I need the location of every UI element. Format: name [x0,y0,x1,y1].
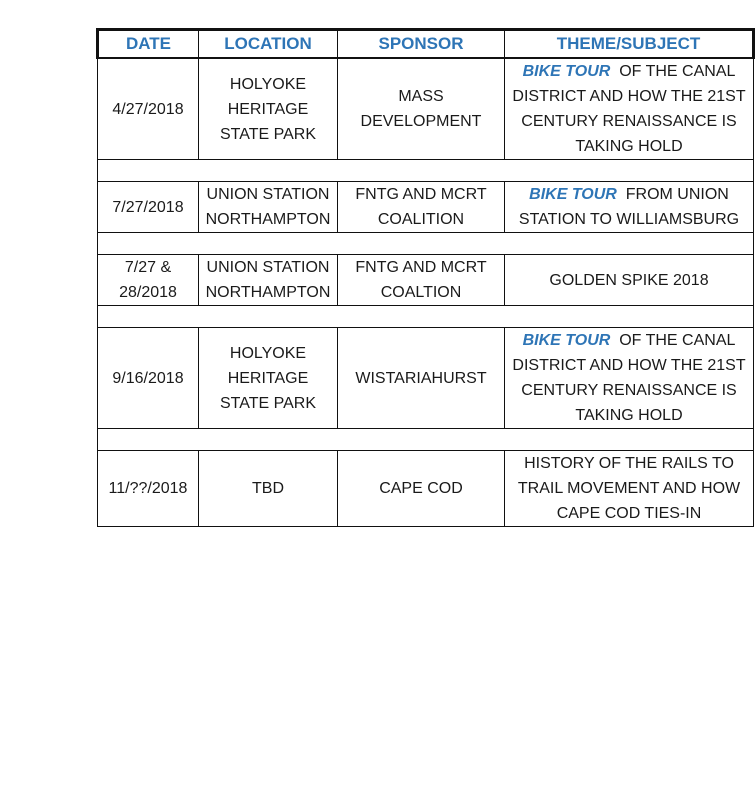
theme-text: GOLDEN SPIKE 2018 [549,271,709,289]
cell-sponsor [338,58,505,160]
theme-text: HISTORY OF THE RAILS TO TRAIL MOVEMENT AND HOW CAPE COD TIES-IN [517,455,741,522]
sponsor-text: FNTG AND MCRT COALTION [355,259,487,301]
sponsor-text: WISTARIAHURST [355,369,487,387]
cell-date [98,451,199,527]
header-theme: THEME/SUBJECT [505,30,754,59]
sponsor-text: FNTG AND MCRT COALITION [355,186,487,228]
location-text: TBD [252,480,284,497]
table-header [98,30,754,59]
table-row [98,451,754,527]
location-text: UNION STATION NORTHAMPTON [205,186,331,228]
location-text: HOLYOKE HERITAGE STATE PARK [219,344,316,412]
table-row [98,58,754,160]
header-row [98,30,754,59]
cell-theme [505,328,754,429]
table-row [98,182,754,233]
spacer-cell [98,160,754,182]
header-location: LOCATION [199,30,338,59]
date-text: 7/27/2018 [112,198,184,216]
cell-date [98,328,199,429]
cell-date [98,58,199,160]
spacer-cell [98,233,754,255]
location-text: HOLYOKE HERITAGE STATE PARK [219,75,316,143]
cell-location [199,451,338,527]
header-sponsor: SPONSOR [338,30,505,59]
header-date: DATE [98,30,199,59]
spacer-cell [98,306,754,328]
cell-sponsor [338,182,505,233]
cell-location [199,58,338,160]
table-row [98,255,754,306]
date-text: 4/27/2018 [112,100,184,118]
table-body [98,58,754,527]
cell-sponsor [338,255,505,306]
spacer-row [98,233,754,255]
cell-theme [505,255,754,306]
theme-text: FROM UNION STATION TO WILLIAMSBURG [518,186,740,228]
cell-theme [505,58,754,160]
cell-sponsor [338,451,505,527]
table-row [98,328,754,429]
cell-location [199,182,338,233]
spacer-cell [98,429,754,451]
cell-sponsor [338,328,505,429]
spacer-row [98,429,754,451]
theme-highlight: BIKE TOUR [522,63,611,80]
events-schedule-table [96,28,755,527]
cell-location [199,255,338,306]
cell-theme [505,451,754,527]
cell-theme [505,182,754,233]
theme-highlight: BIKE TOUR [529,186,617,203]
date-text: 7/27 & 28/2018 [119,259,177,301]
spacer-row [98,160,754,182]
sponsor-text: MASS DEVELOPMENT [360,88,482,130]
location-text: UNION STATION NORTHAMPTON [205,259,331,301]
cell-location [199,328,338,429]
date-text: 9/16/2018 [112,369,184,387]
theme-text: OF THE CANAL DISTRICT AND HOW THE 21ST CENTURY RENAISSANCE IS TAKING HOLD [512,63,746,155]
date-text: 11/??/2018 [108,480,188,497]
cell-date [98,182,199,233]
sponsor-text: CAPE COD [379,480,463,497]
spacer-row [98,306,754,328]
cell-date [98,255,199,306]
theme-highlight: BIKE TOUR [522,332,611,349]
theme-text: OF THE CANAL DISTRICT AND HOW THE 21ST CENTURY RENAISSANCE IS TAKING HOLD [512,332,746,424]
